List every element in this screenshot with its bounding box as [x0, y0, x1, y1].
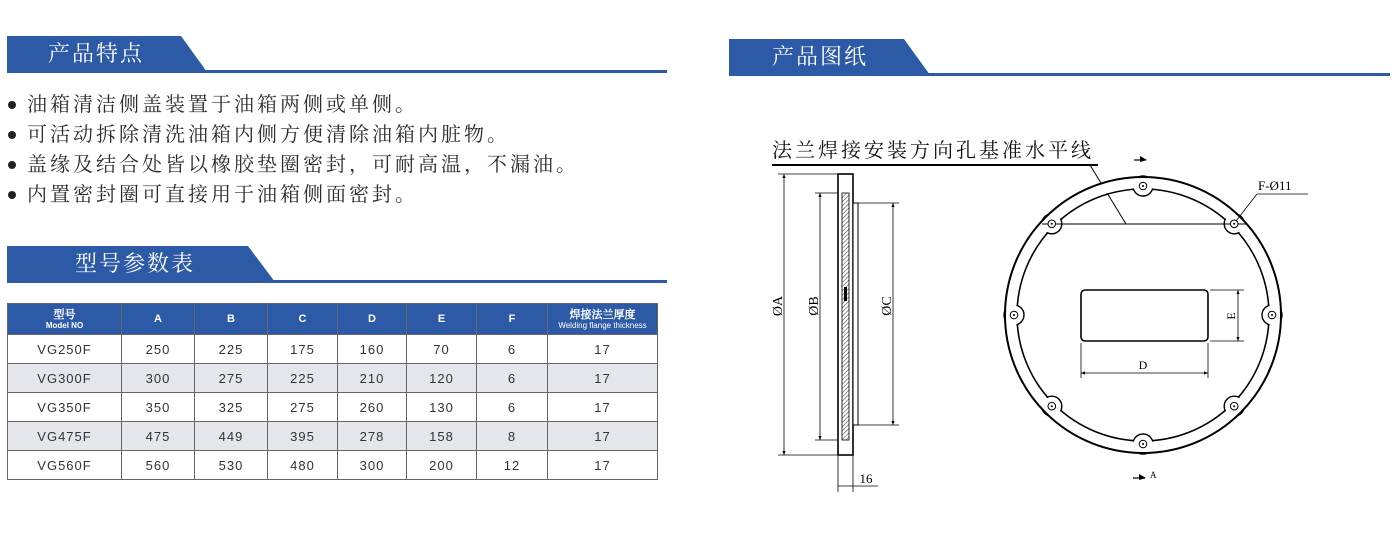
hole-spec-label: F-Ø11 [1258, 178, 1292, 193]
feature-item [7, 120, 579, 150]
features-title: 产品特点 [48, 41, 145, 66]
cell-e: 120 [407, 364, 477, 393]
bolt-hole-center [1271, 314, 1273, 316]
cell-c: 275 [268, 393, 338, 422]
cell-model: VG250F [8, 335, 122, 364]
cell-b: 449 [195, 422, 268, 451]
header-b [195, 304, 268, 335]
cell-b: 275 [195, 364, 268, 393]
bolt-hole-center [1142, 185, 1144, 187]
cell-model: VG560F [8, 451, 122, 480]
cell-flange-thickness: 17 [548, 364, 658, 393]
header-sublabel: Welding flange thickness [558, 320, 647, 330]
cell-e: 200 [407, 451, 477, 480]
reference-line-label: 法兰焊接安装方向孔基准水平线 [772, 140, 1094, 162]
dimension-label-d: D [1138, 358, 1148, 372]
cell-model: VG475F [8, 422, 122, 451]
cell-d: 210 [338, 364, 407, 393]
gasket-mark [844, 287, 847, 301]
header-flange-thickness [548, 304, 658, 335]
table-header-row [8, 304, 658, 335]
hole-leader-line [1236, 194, 1257, 221]
dimension-label-b: ØB [807, 296, 822, 316]
header-label: A [154, 313, 162, 325]
bullet-icon [8, 161, 16, 169]
dimension-label-a: ØA [771, 295, 786, 317]
drawing-section-header [729, 39, 1390, 76]
feature-item [7, 150, 579, 180]
header-c [268, 304, 338, 335]
header-f [477, 304, 548, 335]
feature-text: 盖缘及结合处皆以橡胶垫圈密封，可耐高温，不漏油。 [27, 154, 579, 176]
cell-a: 560 [122, 451, 195, 480]
feature-text: 内置密封圈可直接用于油箱侧面密封。 [27, 184, 418, 206]
header-sublabel: Model NO [45, 320, 84, 330]
bolt-hole-center [1051, 405, 1053, 407]
cell-d: 278 [338, 422, 407, 451]
seal-ring-profile [853, 203, 858, 425]
feature-list [7, 90, 579, 210]
cell-f: 6 [477, 393, 548, 422]
cell-b: 530 [195, 451, 268, 480]
cell-flange-thickness: 17 [548, 393, 658, 422]
bullet-icon [8, 101, 16, 109]
bullet-icon [8, 191, 16, 199]
section-arrow-top-icon [1140, 156, 1147, 162]
bullet-icon [8, 131, 16, 139]
product-drawing [750, 140, 1330, 500]
header-a [122, 304, 195, 335]
cell-f: 6 [477, 364, 548, 393]
table-row [8, 335, 658, 364]
cell-f: 8 [477, 422, 548, 451]
cell-a: 300 [122, 364, 195, 393]
cell-flange-thickness: 17 [548, 422, 658, 451]
cell-model: VG350F [8, 393, 122, 422]
cell-c: 175 [268, 335, 338, 364]
parameters-title: 型号参数表 [75, 251, 196, 276]
section-label: A [1150, 470, 1157, 480]
dimension-label-c: ØC [880, 296, 895, 316]
cell-flange-thickness: 17 [548, 335, 658, 364]
section-arrow-bottom-icon [1139, 474, 1146, 480]
front-view [1004, 156, 1308, 480]
cell-f: 12 [477, 451, 548, 480]
feature-text: 油箱清洁侧盖装置于油箱两侧或单侧。 [27, 94, 418, 116]
dimension-label-e: E [1224, 312, 1238, 320]
side-view [778, 174, 899, 492]
cell-a: 475 [122, 422, 195, 451]
table-row [8, 393, 658, 422]
cell-c: 225 [268, 364, 338, 393]
feature-text: 可活动拆除清洗油箱内侧方便清除油箱内脏物。 [27, 124, 510, 146]
header-label: 焊接法兰厚度 [569, 308, 636, 321]
bolt-hole-center [1233, 223, 1235, 225]
table-row [8, 364, 658, 393]
table-row [8, 422, 658, 451]
cell-a: 250 [122, 335, 195, 364]
cell-b: 225 [195, 335, 268, 364]
cell-e: 158 [407, 422, 477, 451]
bolt-hole-center [1051, 223, 1053, 225]
cell-f: 6 [477, 335, 548, 364]
header-label: E [437, 313, 446, 325]
dimension-label-thickness: 16 [859, 471, 873, 486]
cell-c: 480 [268, 451, 338, 480]
header-label: 型号 [53, 308, 76, 321]
bolt-hole-center [1013, 314, 1015, 316]
cell-d: 300 [338, 451, 407, 480]
header-label: C [298, 313, 307, 325]
parameters-section-header [7, 246, 667, 283]
header-label: D [368, 313, 376, 325]
drawing-title: 产品图纸 [772, 44, 869, 69]
feature-item [7, 180, 579, 210]
cell-model: VG300F [8, 364, 122, 393]
header-model [8, 304, 122, 335]
parameter-table [7, 303, 658, 480]
cell-c: 395 [268, 422, 338, 451]
flange-hatched-section [842, 193, 849, 440]
cell-d: 260 [338, 393, 407, 422]
header-d [338, 304, 407, 335]
bolt-hole-center [1233, 405, 1235, 407]
cell-flange-thickness: 17 [548, 451, 658, 480]
features-section-header [7, 36, 667, 73]
cell-b: 325 [195, 393, 268, 422]
inspection-opening [1081, 290, 1208, 341]
header-label: F [508, 313, 516, 325]
header-label: B [227, 313, 235, 325]
feature-item [7, 90, 579, 120]
cell-e: 70 [407, 335, 477, 364]
cell-d: 160 [338, 335, 407, 364]
cell-a: 350 [122, 393, 195, 422]
cell-e: 130 [407, 393, 477, 422]
table-row [8, 451, 658, 480]
header-e [407, 304, 477, 335]
bolt-hole-center [1142, 443, 1144, 445]
